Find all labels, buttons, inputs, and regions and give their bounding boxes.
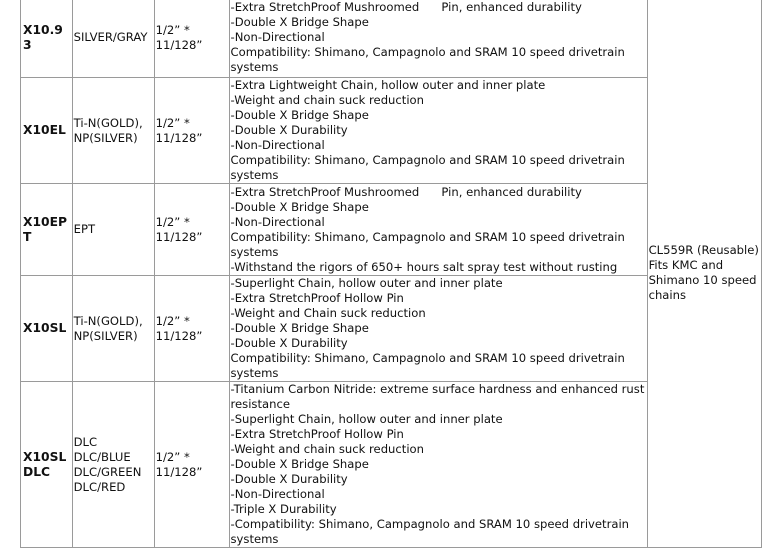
model-cell: X10SL DLC	[21, 382, 73, 548]
features-cell	[229, 276, 647, 382]
table-row	[21, 0, 762, 78]
connector-cell	[647, 0, 761, 548]
model-cell: X10EL	[21, 78, 73, 184]
chain-spec-table-body	[21, 0, 762, 548]
color-option: DLC	[73, 434, 98, 449]
model-cell: X10SL	[21, 276, 73, 382]
feature-line: -Double X Durability	[230, 472, 348, 486]
feature-line: -Double X Bridge Shape	[230, 199, 369, 214]
size-cell	[154, 0, 229, 78]
feature-line: -Withstand the rigors of 650+ hours salt spray test without rusting	[230, 259, 618, 274]
color-option: DLC/RED	[73, 479, 126, 494]
color-cell	[72, 382, 154, 548]
color-cell	[72, 276, 154, 382]
color-option: EPT	[73, 222, 96, 236]
size-cell	[154, 276, 229, 382]
size-pitch: 1/2” *	[155, 449, 190, 464]
features-cell	[229, 184, 647, 276]
size-cell	[154, 78, 229, 184]
feature-line: -Non-Directional	[230, 487, 325, 501]
features-cell	[229, 0, 647, 78]
size-width: 11/128”	[155, 464, 203, 479]
feature-line: Compatibility: Shimano, Campagnolo and SRAM 10 speed drivetrain systems	[230, 45, 625, 74]
color-option: NP(SILVER)	[73, 130, 138, 145]
color-option: Ti-N(GOLD),	[73, 313, 143, 328]
size-cell	[154, 184, 229, 276]
connector-line: Fits KMC and	[648, 257, 724, 272]
feature-line: -Double X Bridge Shape	[230, 15, 369, 29]
feature-line: -Triple X Durability	[230, 502, 337, 516]
size-pitch: 1/2” *	[155, 115, 190, 130]
feature-line: -Extra StretchProof Mushroomed Pin, enhanced durability	[230, 184, 582, 199]
color-option: SILVER/GRAY	[73, 30, 148, 44]
feature-line: -Compatibility: Shimano, Campagnolo and SRAM 10 speed drivetrain systems	[230, 517, 630, 546]
feature-line: Compatibility: Shimano, Campagnolo and SRAM 10 speed drivetrain systems	[230, 351, 625, 380]
feature-line: -Double X Bridge Shape	[230, 457, 369, 471]
feature-line: -Extra Lightweight Chain, hollow outer and inner plate	[230, 78, 546, 92]
model-cell: X10EPT	[21, 184, 73, 276]
feature-line: -Double X Bridge Shape	[230, 321, 369, 335]
feature-line: -Weight and Chain suck reduction	[230, 306, 426, 320]
feature-line: -Double X Bridge Shape	[230, 108, 369, 122]
feature-line: -Superlight Chain, hollow outer and inner plate	[230, 276, 503, 290]
size-width: 11/128”	[155, 37, 203, 52]
size-width: 11/128”	[155, 328, 203, 343]
feature-line: Compatibility: Shimano, Campagnolo and SRAM 10 speed drivetrain systems	[230, 153, 625, 182]
feature-line: -Titanium Carbon Nitride: extreme surface hardness and enhanced rust resistance	[230, 382, 645, 411]
feature-line: -Non-Directional	[230, 138, 325, 152]
color-cell	[72, 0, 154, 78]
feature-line: -Extra StretchProof Hollow Pin	[230, 427, 404, 441]
feature-line: -Superlight Chain, hollow outer and inner plate	[230, 412, 503, 426]
chain-spec-table	[20, 0, 762, 548]
connector-line: CL559R (Reusable)	[648, 242, 759, 257]
feature-line: -Non-Directional	[230, 214, 325, 229]
feature-line: -Weight and chain suck reduction	[230, 93, 424, 107]
feature-line: -Non-Directional	[230, 30, 325, 44]
connector-line: Shimano 10 speed	[648, 272, 757, 287]
size-pitch: 1/2” *	[155, 313, 190, 328]
color-option: NP(SILVER)	[73, 328, 138, 343]
features-cell	[229, 382, 647, 548]
feature-line: -Extra StretchProof Mushroomed Pin, enhanced durability	[230, 0, 582, 14]
size-cell	[154, 382, 229, 548]
color-cell	[72, 184, 154, 276]
color-option: DLC/GREEN	[73, 464, 142, 479]
connector-line: chains	[648, 287, 687, 302]
feature-line: Compatibility: Shimano, Campagnolo and SRAM 10 speed drivetrain systems	[230, 229, 625, 259]
feature-line: -Double X Durability	[230, 123, 348, 137]
size-width: 11/128”	[155, 229, 203, 244]
size-width: 11/128”	[155, 130, 203, 145]
feature-line: -Double X Durability	[230, 336, 348, 350]
size-pitch: 1/2” *	[155, 214, 190, 229]
color-cell	[72, 78, 154, 184]
color-option: Ti-N(GOLD),	[73, 115, 143, 130]
features-cell	[229, 78, 647, 184]
feature-line: -Weight and chain suck reduction	[230, 442, 424, 456]
color-option: DLC/BLUE	[73, 449, 131, 464]
model-cell: X10.93	[21, 0, 73, 78]
feature-line: -Extra StretchProof Hollow Pin	[230, 291, 404, 305]
size-pitch: 1/2” *	[155, 22, 190, 37]
